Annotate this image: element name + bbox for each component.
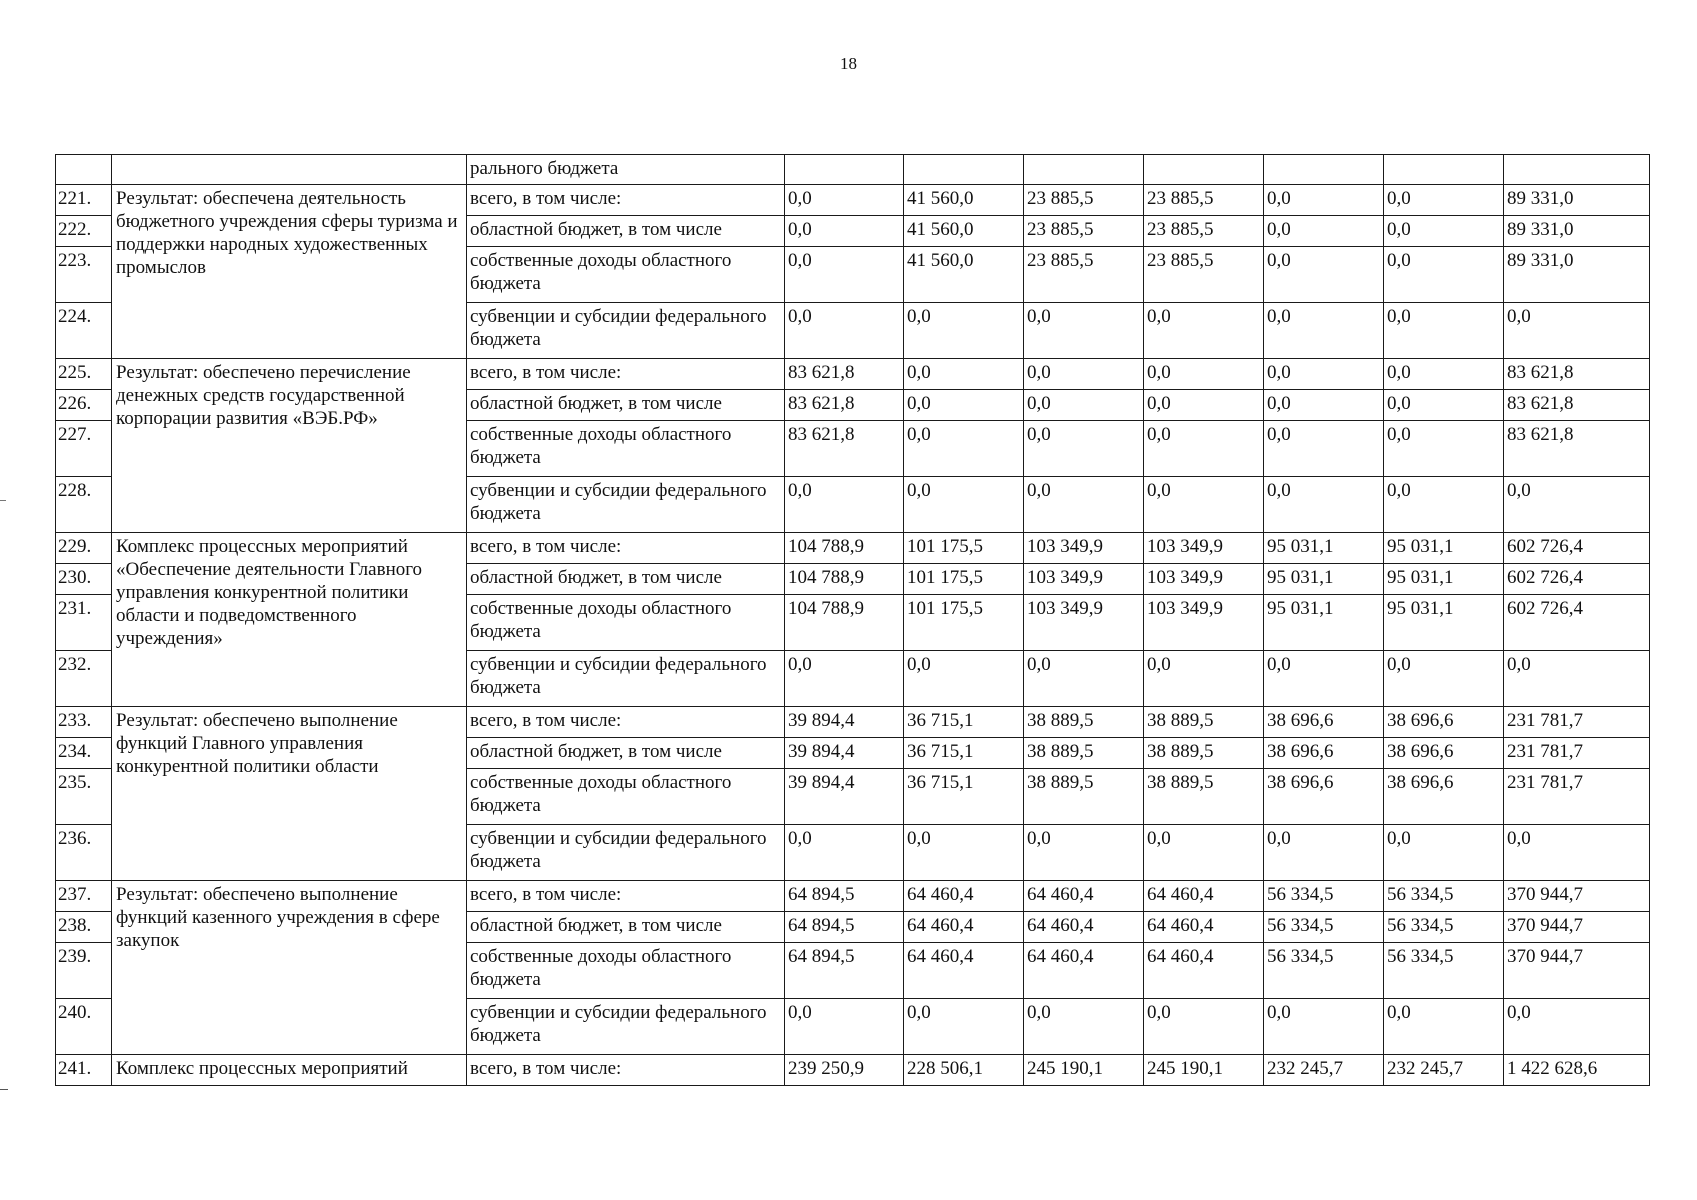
row-number-cell: 224. (56, 303, 112, 359)
value-cell: 0,0 (1144, 477, 1264, 533)
value-cell: 38 696,6 (1384, 707, 1504, 738)
value-cell: 0,0 (904, 825, 1024, 881)
value-cell: 64 460,4 (1024, 881, 1144, 912)
value-cell (1024, 155, 1144, 185)
description-cell: Комплекс процессных мероприятий «Обеспечение деятельности Главного управления конкурентной политики области и подведомственного учреждения» (112, 533, 467, 707)
value-cell: 0,0 (785, 825, 904, 881)
page-number: 18 (840, 54, 857, 73)
row-number-cell: 230. (56, 564, 112, 595)
value-cell: 0,0 (1264, 477, 1384, 533)
value-cell: 0,0 (785, 651, 904, 707)
value-cell: 36 715,1 (904, 769, 1024, 825)
value-cell: 38 696,6 (1384, 769, 1504, 825)
value-cell: 0,0 (1384, 651, 1504, 707)
table-row (56, 359, 1650, 390)
value-cell: 0,0 (1144, 999, 1264, 1055)
value-cell: 64 460,4 (904, 943, 1024, 999)
value-cell: 38 889,5 (1144, 769, 1264, 825)
table-row (56, 881, 1650, 912)
funding-source-cell: областной бюджет, в том числе (467, 912, 785, 943)
row-number-cell: 233. (56, 707, 112, 738)
value-cell: 0,0 (1384, 390, 1504, 421)
value-cell: 64 460,4 (1144, 943, 1264, 999)
value-cell: 64 894,5 (785, 881, 904, 912)
value-cell: 0,0 (785, 185, 904, 216)
total-cell: 231 781,7 (1504, 707, 1650, 738)
value-cell: 0,0 (1264, 651, 1384, 707)
value-cell: 0,0 (1264, 999, 1384, 1055)
value-cell: 38 889,5 (1024, 738, 1144, 769)
value-cell: 0,0 (904, 999, 1024, 1055)
funding-source-cell: областной бюджет, в том числе (467, 216, 785, 247)
total-cell: 0,0 (1504, 651, 1650, 707)
value-cell (1144, 155, 1264, 185)
value-cell: 0,0 (1384, 999, 1504, 1055)
value-cell: 38 696,6 (1384, 738, 1504, 769)
total-cell: 83 621,8 (1504, 359, 1650, 390)
value-cell: 0,0 (1024, 825, 1144, 881)
value-cell: 0,0 (785, 216, 904, 247)
funding-source-cell: субвенции и субсидии федерального бюджета (467, 477, 785, 533)
funding-source-cell: всего, в том числе: (467, 881, 785, 912)
description-cell (112, 155, 467, 185)
row-number-cell: 223. (56, 247, 112, 303)
value-cell: 104 788,9 (785, 595, 904, 651)
value-cell: 41 560,0 (904, 216, 1024, 247)
funding-source-cell: собственные доходы областного бюджета (467, 595, 785, 651)
value-cell: 103 349,9 (1144, 564, 1264, 595)
funding-source-cell: собственные доходы областного бюджета (467, 421, 785, 477)
row-number-cell: 228. (56, 477, 112, 533)
value-cell: 64 460,4 (1024, 943, 1144, 999)
value-cell: 38 889,5 (1144, 738, 1264, 769)
value-cell (1384, 155, 1504, 185)
value-cell: 104 788,9 (785, 564, 904, 595)
row-number-cell: 237. (56, 881, 112, 912)
table-row (56, 185, 1650, 216)
description-cell: Результат: обеспечена деятельность бюджетного учреждения сферы туризма и поддержки народных художественных промыслов (112, 185, 467, 359)
funding-source-cell: всего, в том числе: (467, 1055, 785, 1086)
value-cell: 56 334,5 (1264, 881, 1384, 912)
row-number-cell: 240. (56, 999, 112, 1055)
total-cell: 1 422 628,6 (1504, 1055, 1650, 1086)
funding-source-cell: областной бюджет, в том числе (467, 390, 785, 421)
value-cell: 0,0 (1384, 247, 1504, 303)
row-number-cell: 241. (56, 1055, 112, 1086)
total-cell: 89 331,0 (1504, 216, 1650, 247)
value-cell: 64 460,4 (1144, 912, 1264, 943)
total-cell: 370 944,7 (1504, 881, 1650, 912)
value-cell: 0,0 (1144, 651, 1264, 707)
value-cell: 104 788,9 (785, 533, 904, 564)
value-cell: 0,0 (1024, 303, 1144, 359)
funding-source-cell: всего, в том числе: (467, 533, 785, 564)
row-number-cell: 231. (56, 595, 112, 651)
description-cell: Результат: обеспечено перечисление денежных средств государственной корпорации развития «ВЭБ.РФ» (112, 359, 467, 533)
value-cell: 0,0 (1384, 359, 1504, 390)
value-cell: 0,0 (904, 477, 1024, 533)
total-cell (1504, 155, 1650, 185)
value-cell: 0,0 (785, 999, 904, 1055)
row-number-cell: 239. (56, 943, 112, 999)
funding-source-cell: всего, в том числе: (467, 707, 785, 738)
total-cell: 0,0 (1504, 999, 1650, 1055)
value-cell: 0,0 (1264, 216, 1384, 247)
value-cell: 23 885,5 (1144, 185, 1264, 216)
value-cell: 0,0 (785, 303, 904, 359)
value-cell: 0,0 (1144, 825, 1264, 881)
value-cell: 36 715,1 (904, 707, 1024, 738)
total-cell: 370 944,7 (1504, 912, 1650, 943)
value-cell: 245 190,1 (1144, 1055, 1264, 1086)
value-cell: 0,0 (1264, 825, 1384, 881)
row-number-cell: 232. (56, 651, 112, 707)
value-cell: 101 175,5 (904, 595, 1024, 651)
total-cell: 231 781,7 (1504, 769, 1650, 825)
value-cell: 101 175,5 (904, 564, 1024, 595)
value-cell: 0,0 (1264, 303, 1384, 359)
value-cell: 0,0 (904, 651, 1024, 707)
value-cell: 38 696,6 (1264, 769, 1384, 825)
value-cell: 232 245,7 (1384, 1055, 1504, 1086)
value-cell: 56 334,5 (1264, 912, 1384, 943)
value-cell: 0,0 (1384, 477, 1504, 533)
value-cell: 228 506,1 (904, 1055, 1024, 1086)
value-cell: 0,0 (1384, 303, 1504, 359)
value-cell: 0,0 (1024, 477, 1144, 533)
value-cell: 83 621,8 (785, 421, 904, 477)
value-cell: 0,0 (1384, 216, 1504, 247)
table-row (56, 533, 1650, 564)
value-cell: 56 334,5 (1384, 881, 1504, 912)
value-cell: 83 621,8 (785, 390, 904, 421)
description-cell: Результат: обеспечено выполнение функций Главного управления конкурентной политики области (112, 707, 467, 881)
table-row (56, 1055, 1650, 1086)
description-cell: Комплекс процессных мероприятий (112, 1055, 467, 1086)
value-cell (785, 155, 904, 185)
row-number-cell: 222. (56, 216, 112, 247)
funding-source-cell: собственные доходы областного бюджета (467, 943, 785, 999)
funding-source-cell: субвенции и субсидии федерального бюджета (467, 999, 785, 1055)
row-number-cell (56, 155, 112, 185)
value-cell: 95 031,1 (1384, 533, 1504, 564)
funding-source-cell: субвенции и субсидии федерального бюджета (467, 651, 785, 707)
value-cell: 39 894,4 (785, 707, 904, 738)
value-cell: 103 349,9 (1024, 595, 1144, 651)
funding-source-cell: всего, в том числе: (467, 359, 785, 390)
row-number-cell: 234. (56, 738, 112, 769)
value-cell: 64 460,4 (1144, 881, 1264, 912)
value-cell: 101 175,5 (904, 533, 1024, 564)
value-cell (1264, 155, 1384, 185)
value-cell: 64 894,5 (785, 943, 904, 999)
row-number-cell: 225. (56, 359, 112, 390)
value-cell: 245 190,1 (1024, 1055, 1144, 1086)
value-cell: 36 715,1 (904, 738, 1024, 769)
total-cell: 602 726,4 (1504, 564, 1650, 595)
value-cell: 39 894,4 (785, 738, 904, 769)
total-cell: 370 944,7 (1504, 943, 1650, 999)
value-cell: 0,0 (904, 359, 1024, 390)
value-cell: 0,0 (1024, 651, 1144, 707)
value-cell: 23 885,5 (1024, 247, 1144, 303)
value-cell: 95 031,1 (1384, 564, 1504, 595)
value-cell: 0,0 (1144, 390, 1264, 421)
value-cell: 0,0 (1264, 185, 1384, 216)
total-cell: 89 331,0 (1504, 247, 1650, 303)
value-cell: 0,0 (1144, 359, 1264, 390)
budget-table (55, 154, 1650, 1086)
value-cell: 56 334,5 (1384, 912, 1504, 943)
value-cell: 0,0 (1384, 421, 1504, 477)
total-cell: 0,0 (1504, 303, 1650, 359)
value-cell: 23 885,5 (1144, 216, 1264, 247)
value-cell: 0,0 (1264, 359, 1384, 390)
row-number-cell: 236. (56, 825, 112, 881)
value-cell: 103 349,9 (1024, 533, 1144, 564)
value-cell: 0,0 (1384, 185, 1504, 216)
value-cell (904, 155, 1024, 185)
row-number-cell: 221. (56, 185, 112, 216)
value-cell: 0,0 (1264, 390, 1384, 421)
value-cell: 38 696,6 (1264, 707, 1384, 738)
value-cell: 103 349,9 (1144, 533, 1264, 564)
value-cell: 23 885,5 (1024, 185, 1144, 216)
value-cell: 95 031,1 (1264, 533, 1384, 564)
value-cell: 0,0 (904, 390, 1024, 421)
funding-source-cell: субвенции и субсидии федерального бюджета (467, 825, 785, 881)
total-cell: 83 621,8 (1504, 390, 1650, 421)
value-cell: 41 560,0 (904, 185, 1024, 216)
row-number-cell: 227. (56, 421, 112, 477)
value-cell: 232 245,7 (1264, 1055, 1384, 1086)
value-cell: 0,0 (1024, 390, 1144, 421)
value-cell: 239 250,9 (785, 1055, 904, 1086)
value-cell: 83 621,8 (785, 359, 904, 390)
total-cell: 89 331,0 (1504, 185, 1650, 216)
row-number-cell: 235. (56, 769, 112, 825)
value-cell: 38 889,5 (1144, 707, 1264, 738)
value-cell: 0,0 (1144, 303, 1264, 359)
total-cell: 602 726,4 (1504, 533, 1650, 564)
total-cell: 0,0 (1504, 825, 1650, 881)
value-cell: 103 349,9 (1144, 595, 1264, 651)
value-cell: 56 334,5 (1264, 943, 1384, 999)
value-cell: 64 460,4 (1024, 912, 1144, 943)
value-cell: 38 889,5 (1024, 707, 1144, 738)
value-cell: 0,0 (1024, 359, 1144, 390)
row-number-cell: 229. (56, 533, 112, 564)
funding-source-cell: субвенции и субсидии федерального бюджета (467, 303, 785, 359)
value-cell: 56 334,5 (1384, 943, 1504, 999)
value-cell: 103 349,9 (1024, 564, 1144, 595)
value-cell: 23 885,5 (1144, 247, 1264, 303)
value-cell: 95 031,1 (1264, 595, 1384, 651)
row-number-cell: 226. (56, 390, 112, 421)
value-cell: 0,0 (1024, 999, 1144, 1055)
value-cell: 0,0 (1144, 421, 1264, 477)
total-cell: 231 781,7 (1504, 738, 1650, 769)
value-cell: 0,0 (904, 303, 1024, 359)
row-number-cell: 238. (56, 912, 112, 943)
value-cell: 64 894,5 (785, 912, 904, 943)
table-row (56, 707, 1650, 738)
value-cell: 0,0 (904, 421, 1024, 477)
value-cell: 0,0 (785, 477, 904, 533)
value-cell: 0,0 (1384, 825, 1504, 881)
value-cell: 0,0 (785, 247, 904, 303)
margin-mark (0, 1089, 8, 1090)
funding-source-cell: собственные доходы областного бюджета (467, 247, 785, 303)
continuation-row (56, 155, 1650, 185)
value-cell: 38 889,5 (1024, 769, 1144, 825)
total-cell: 83 621,8 (1504, 421, 1650, 477)
value-cell: 95 031,1 (1264, 564, 1384, 595)
value-cell: 0,0 (1264, 247, 1384, 303)
value-cell: 64 460,4 (904, 912, 1024, 943)
total-cell: 602 726,4 (1504, 595, 1650, 651)
description-cell: Результат: обеспечено выполнение функций казенного учреждения в сфере закупок (112, 881, 467, 1055)
funding-source-cell: областной бюджет, в том числе (467, 738, 785, 769)
funding-source-cell: областной бюджет, в том числе (467, 564, 785, 595)
total-cell: 0,0 (1504, 477, 1650, 533)
value-cell: 95 031,1 (1384, 595, 1504, 651)
value-cell: 0,0 (1024, 421, 1144, 477)
value-cell: 41 560,0 (904, 247, 1024, 303)
funding-source-cell: всего, в том числе: (467, 185, 785, 216)
funding-source-cell: собственные доходы областного бюджета (467, 769, 785, 825)
value-cell: 38 696,6 (1264, 738, 1384, 769)
value-cell: 39 894,4 (785, 769, 904, 825)
value-cell: 0,0 (1264, 421, 1384, 477)
value-cell: 23 885,5 (1024, 216, 1144, 247)
value-cell: 64 460,4 (904, 881, 1024, 912)
funding-source-cell: рального бюджета (467, 155, 785, 185)
margin-mark (0, 500, 6, 501)
